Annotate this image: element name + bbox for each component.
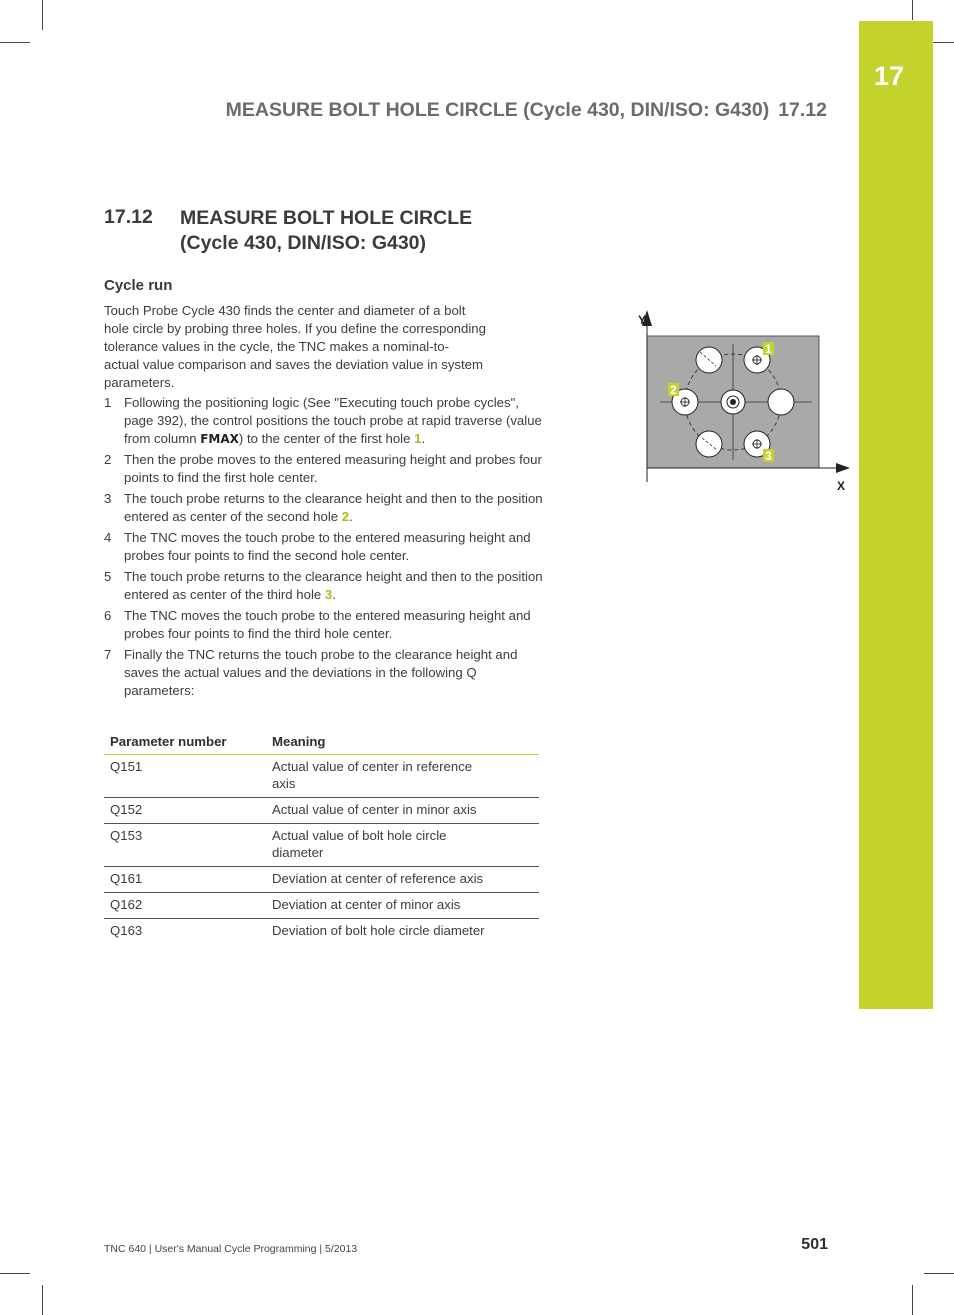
y-axis-label: Y [638,313,647,327]
meaning-line: Deviation of bolt hole circle diameter [272,923,485,938]
bolt-hole-diagram [620,300,860,500]
meaning-line: Actual value of bolt hole circle [272,828,447,843]
crop-mark [42,1285,43,1315]
list-item [104,394,549,448]
param-cell: Q162 [104,893,266,919]
hole-label-3: 3 [765,449,772,463]
parameter-table [104,732,539,944]
intro-line: tolerance values in the cycle, the TNC makes a nominal-to- [104,339,449,354]
param-cell: Q151 [104,755,266,798]
bolt-hole-circle-figure [620,300,860,500]
x-axis-label: X [837,479,846,493]
running-header [226,99,827,122]
table-row [104,919,539,945]
intro-line: actual value comparison and saves the deviation value in system [104,357,483,372]
step-text: . [332,587,336,602]
meaning-line: axis [272,776,296,791]
crop-mark [924,1273,954,1274]
intro-line: hole circle by probing three holes. If you define the corresponding [104,321,486,336]
param-cell: Q153 [104,824,266,867]
meaning-cell [266,798,539,824]
step-code: FMAX [200,432,239,446]
table-header-row [104,732,539,755]
intro-line: Touch Probe Cycle 430 finds the center and diameter of a bolt [104,303,466,318]
step-number: 7 [104,647,112,662]
section-number: 17.12 [104,206,153,228]
crop-mark [0,42,30,43]
table-row [104,824,539,867]
crop-mark [42,0,43,30]
step-text: Finally the TNC returns the touch probe to the clearance height and saves the actual values and the deviations in the following Q parameters: [124,647,518,698]
meaning-cell [266,824,539,867]
list-item [104,529,549,565]
chapter-tab [859,21,933,1009]
param-cell: Q163 [110,923,143,938]
crop-mark [912,0,913,20]
meaning-line: diameter [272,845,324,860]
hole-ref: 2 [341,509,350,524]
x-axis-arrow-icon [836,463,850,473]
step-text: The TNC moves the touch probe to the entered measuring height and probes four points to find the third hole center. [124,608,531,641]
chapter-number: 17 [873,61,905,91]
step-text: The TNC moves the touch probe to the entered measuring height and probes four points to find the second hole center. [124,530,531,563]
meaning-cell [266,919,539,945]
table-row [104,798,539,824]
meaning-cell [266,893,539,919]
step-number: 2 [104,452,112,467]
column-header: Meaning [266,732,539,755]
step-text: ) to the center of the first hole [238,431,415,446]
meaning-line: Actual value of center in minor axis [272,802,477,817]
intro-paragraph [104,302,544,392]
step-text: Following the positioning logic (See "Executing touch probe cycles", page 392), the control positions the touch probe at rapid traverse (value from column [124,395,542,446]
crop-mark [912,1285,913,1315]
step-text: Then the probe moves to the entered measuring height and probes four points to find the first hole center. [124,452,542,485]
step-text: . [349,509,353,524]
section-title-line: (Cycle 430, DIN/ISO: G430) [180,232,427,254]
meaning-line: Deviation at center of minor axis [272,897,461,912]
step-number: 6 [104,608,112,623]
param-cell: Q161 [104,867,266,893]
step-text: The touch probe returns to the clearance height and then to the position entered as center of the third hole [124,569,543,602]
meaning-line: Actual value of center in reference [272,759,473,774]
list-item [104,490,549,526]
step-number: 3 [104,491,112,506]
section-title-line: MEASURE BOLT HOLE CIRCLE [180,207,473,229]
list-item [104,607,549,643]
hole-label-2: 2 [670,383,677,397]
list-item [104,451,549,487]
hole-ref: 1 [414,431,422,446]
step-number: 4 [104,530,112,545]
hole-top-left [696,347,722,373]
meaning-cell [266,867,539,893]
step-list [104,394,549,703]
footer-text: TNC 640 | User's Manual Cycle Programming | 5/2013 [104,1243,358,1255]
section-title [180,206,600,256]
center-point [730,399,736,405]
param-cell: Q152 [104,798,266,824]
table-row [104,755,539,798]
hole-right [768,389,794,415]
table-row [104,867,539,893]
hole-ref: 3 [324,587,333,602]
column-header: Parameter number [104,732,266,755]
list-item [104,646,549,700]
meaning-line: Deviation at center of reference axis [272,871,484,886]
step-text: . [421,431,426,446]
hole-bottom-left [696,431,722,457]
meaning-cell [266,755,539,798]
step-number: 1 [104,395,112,410]
intro-line: parameters. [104,375,175,390]
hole-label-1: 1 [765,342,772,356]
step-number: 5 [104,569,112,584]
page-number: 501 [801,1236,828,1253]
list-item [104,568,549,604]
table-row [104,893,539,919]
step-text: The touch probe returns to the clearance height and then to the position entered as center of the second hole [124,491,543,524]
running-header-title: MEASURE BOLT HOLE CIRCLE (Cycle 430, DIN/ISO: G430) [225,99,770,121]
crop-mark [0,1273,30,1274]
cycle-run-heading: Cycle run [104,277,173,294]
running-header-section: 17.12 [778,99,827,121]
